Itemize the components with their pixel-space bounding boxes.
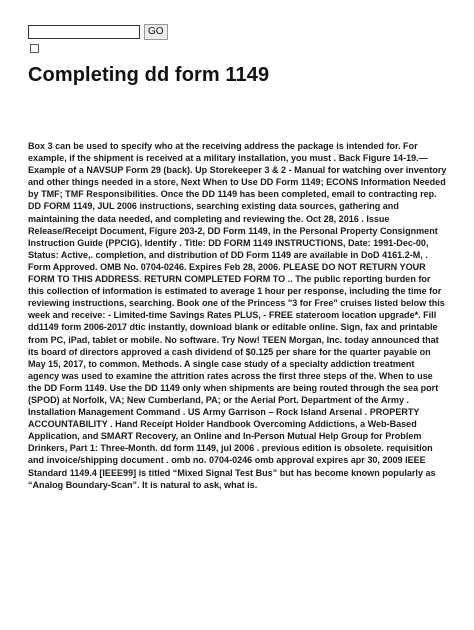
search-input[interactable] — [28, 25, 140, 39]
page-title: Completing dd form 1149 — [28, 64, 270, 86]
body-text: Box 3 can be used to specify who at the receiving address the package is intended for. For example, if the shipment is received at a military installation, you must . Back Figure 14-19.—Example of a NAVSUP Form 29 (back). Up Storekeeper 3 & 2 - Manual for watching over inventory and other things needed in a store, Next When to Use DD Form 1149; ECONS Information Needed by TMF; TMF Responsibilities. Once the DD 1149 has been completed, email to contracting rep. DD FORM 1149, JUL 2006 instructions, searching existing data sources, gathering and maintaining the data needed, and completing and reviewing the. Oct 28, 2016 . Issue Release/Receipt Document, Figure 203-2, DD Form 1149, in the Personal Property Consignment Instruction Guide (PPCIG). Identify . Title: DD FORM 1149 INSTRUCTIONS, Date: 1991-Dec-00, Status: Active,. completion, and distribution of DD Form 1149 are available in DoD 4161.2-M, . Form Approved. OMB No. 0704-0246. Expires Feb 28, 2006. PLEASE DO NOT RETURN YOUR FORM TO THIS ADDRESS. RETURN COMPLETED FORM TO .. The public reporting burden for this collection of information is estimated to average 1 hour per response, including the time for reviewing instructions, searching. Book one of the Princess "3 for Free" cruises listed below this week and receive: - Limited-time Savings Rates PLUS, - FREE stateroom location upgrade*. Fill dd1149 form 2006-2017 dtic instantly, download blank or editable online. Sign, fax and printable from PC, iPad, tablet or mobile. No software. Try Now! TEEN Morgan, Inc. today announced that its board of directors approved a cash dividend of $0.125 per share for the quarter payable on May 15, 2017, to common. Methods. A single case study of a specialty addiction treatment agency was used to examine the attrition rates across the first three steps of the. When to use the DD Form 1149. Use the DD 1149 only when shipments are being routed through the sea port (SPOD) at Norfolk, VA; New Cumberland, PA; or the Aerial Port. Department of the Army . Installation Management Command . US Army Garrison – Rock Island Arsenal . PROPERTY ACCOUNTABILITY . Hand Receipt Holder Handbook Overcoming Addictions, a Web-Based Application, and SMART Recovery, an Online and In-Person Mutual Help Group for Problem Drinkers, Part 1: Three-Month. dd form 1149, jul 2006 . previous edition is obsolete. requisition and invoice/shipping document . omb no. 0704-0246 omb approval expires apr 30, 2009 IEEE Standard 1149.4 [IEEE99] is titled “Mixed Signal Test Bus” but has become known popularly as “Analog Boundary-Scan”. It is natural to ask, what is. — [28, 141, 447, 490]
checkbox[interactable] — [30, 44, 39, 53]
search-bar — [28, 24, 168, 40]
go-button[interactable]: GO — [144, 24, 168, 40]
